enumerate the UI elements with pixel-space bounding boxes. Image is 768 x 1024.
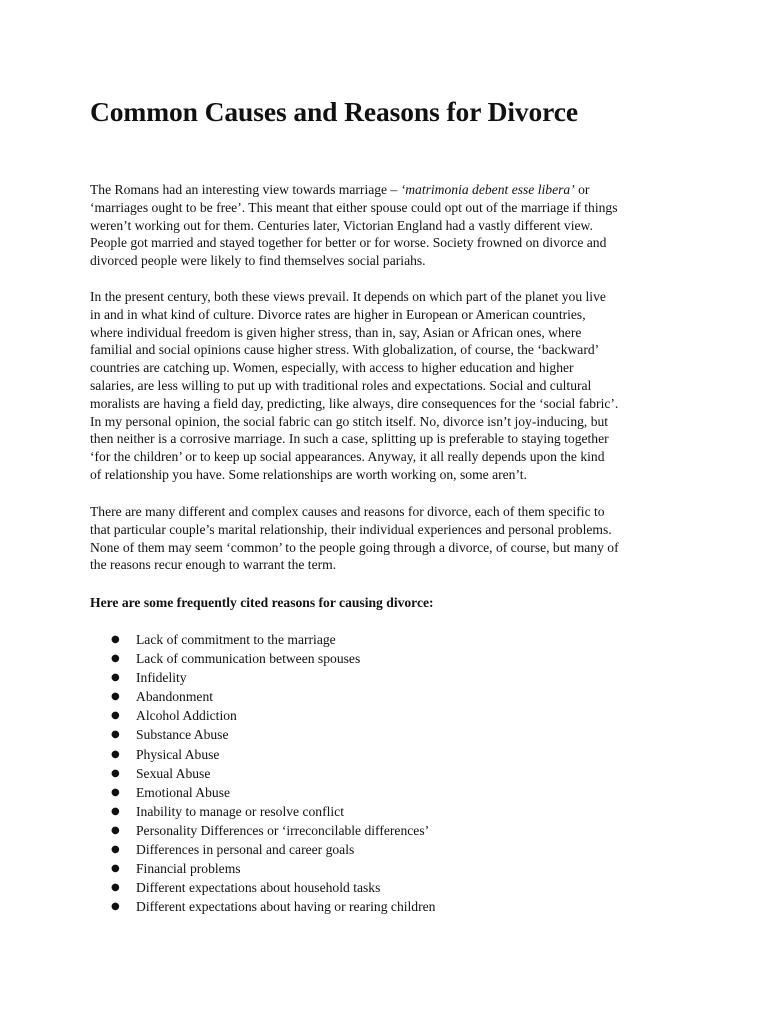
list-item (90, 802, 435, 821)
list-item (90, 725, 435, 744)
paragraph-line: In the present century, both these views prevail. It depends on which part of the planet you live (90, 289, 606, 304)
list-item (90, 859, 435, 878)
list-intro (90, 594, 434, 612)
list-item-text: Lack of commitment to the marriage (136, 632, 336, 647)
list-item (90, 745, 435, 764)
list-item (90, 840, 435, 859)
list-item-text: Physical Abuse (136, 746, 220, 762)
list-item (90, 783, 435, 802)
list-item-text: Infidelity (136, 670, 187, 686)
list-item-text: Differences in personal and career goals (136, 842, 355, 858)
paragraph-line: People got married and stayed together for better or for worse. Society frowned on divorce and (90, 235, 607, 251)
list-item (90, 649, 435, 668)
bullet-icon: ● (111, 767, 120, 779)
bullet-icon: ● (111, 710, 120, 722)
bullet-icon: ● (111, 901, 120, 913)
list-item (90, 764, 435, 783)
list-intro-text: Here are some frequently cited reasons for causing divorce: (90, 595, 434, 610)
paragraph-romans (90, 181, 618, 270)
list-item-text: Alcohol Addiction (136, 708, 237, 724)
list-item (90, 668, 435, 687)
document-title: Common Causes and Reasons for Divorce (90, 96, 578, 127)
paragraph-line: in and in what kind of culture. Divorce rates are higher in European or American countries, (90, 306, 586, 322)
list-item-text: Emotional Abuse (136, 784, 231, 800)
text-run: or (574, 182, 590, 197)
latin-quote: ‘matrimonia debent esse libera’ (400, 182, 575, 197)
paragraph-line: that particular couple’s marital relationship, their individual experiences and personal problems. (90, 521, 612, 537)
bullet-icon: ● (111, 729, 120, 741)
bullet-icon: ● (111, 786, 120, 798)
paragraph-line: where individual freedom is given higher stress, than in, say, Asian or African ones, where (90, 324, 582, 340)
list-item (90, 706, 435, 725)
bullet-icon: ● (111, 748, 120, 760)
paragraph-line: countries are catching up. Women, especially, with access to higher education and higher (90, 360, 574, 376)
paragraph-line: then neither is a corrosive marriage. In such a case, splitting up is preferable to staying together (90, 431, 609, 447)
list-item-text: Financial problems (136, 861, 241, 877)
paragraph-line: ‘for the children’ or to keep up social appearances. Anyway, it all really depends upon the kind (90, 449, 605, 465)
list-item-text: Personality Differences or ‘irreconcilable differences’ (136, 822, 430, 838)
list-item (90, 897, 435, 916)
reasons-list (90, 630, 435, 916)
list-item-text: Abandonment (136, 689, 214, 705)
list-item-text: Lack of communication between spouses (136, 651, 361, 667)
list-item-text: Sexual Abuse (136, 765, 211, 781)
bullet-icon: ● (111, 805, 120, 817)
paragraph-line: There are many different and complex causes and reasons for divorce, each of them specific to (90, 504, 605, 519)
paragraph-line: salaries, are less willing to put up with traditional roles and expectations. Social and cultural (90, 377, 592, 393)
bullet-icon: ● (111, 882, 120, 894)
list-item (90, 878, 435, 897)
paragraph-line: weren’t working out for them. Centuries later, Victorian England had a vastly different view. (90, 217, 593, 233)
bullet-icon: ● (111, 672, 120, 684)
bullet-icon: ● (111, 691, 120, 703)
list-item (90, 687, 435, 706)
list-item (90, 630, 435, 649)
paragraph-line: moralists are having a field day, predicting, like always, dire consequences for the ‘social fabric’. (90, 395, 619, 411)
paragraph-line: the reasons recur enough to warrant the term. (90, 557, 337, 573)
bullet-icon: ● (111, 653, 120, 665)
paragraph-complex-causes (90, 503, 619, 574)
list-item-text: Inability to manage or resolve conflict (136, 803, 344, 819)
bullet-icon: ● (111, 824, 120, 836)
bullet-icon: ● (111, 844, 120, 856)
bullet-icon: ● (111, 863, 120, 875)
paragraph-present-century (90, 288, 618, 484)
paragraph-line: None of them may seem ‘common’ to the people going through a divorce, of course, but many of (90, 539, 619, 555)
list-item-text: Different expectations about having or rearing children (136, 899, 436, 915)
paragraph-line: divorced people were likely to find themselves social pariahs. (90, 253, 426, 269)
paragraph-line: In my personal opinion, the social fabric can go stitch itself. No, divorce isn’t joy-inducing, but (90, 413, 609, 429)
text-run: The Romans had an interesting view towards marriage – (90, 182, 401, 197)
bullet-icon: ● (111, 634, 120, 645)
paragraph-line: familial and social opinions cause higher stress. With globalization, of course, the ‘backward’ (90, 342, 600, 358)
paragraph-line (90, 181, 618, 199)
paragraph-line: of relationship you have. Some relationships are worth working on, some aren’t. (90, 466, 527, 482)
paragraph-line: ‘marriages ought to be free’. This meant that either spouse could opt out of the marriage if things (90, 199, 618, 215)
list-item-text: Substance Abuse (136, 727, 229, 743)
list-item (90, 821, 435, 840)
list-item-text: Different expectations about household tasks (136, 880, 381, 896)
